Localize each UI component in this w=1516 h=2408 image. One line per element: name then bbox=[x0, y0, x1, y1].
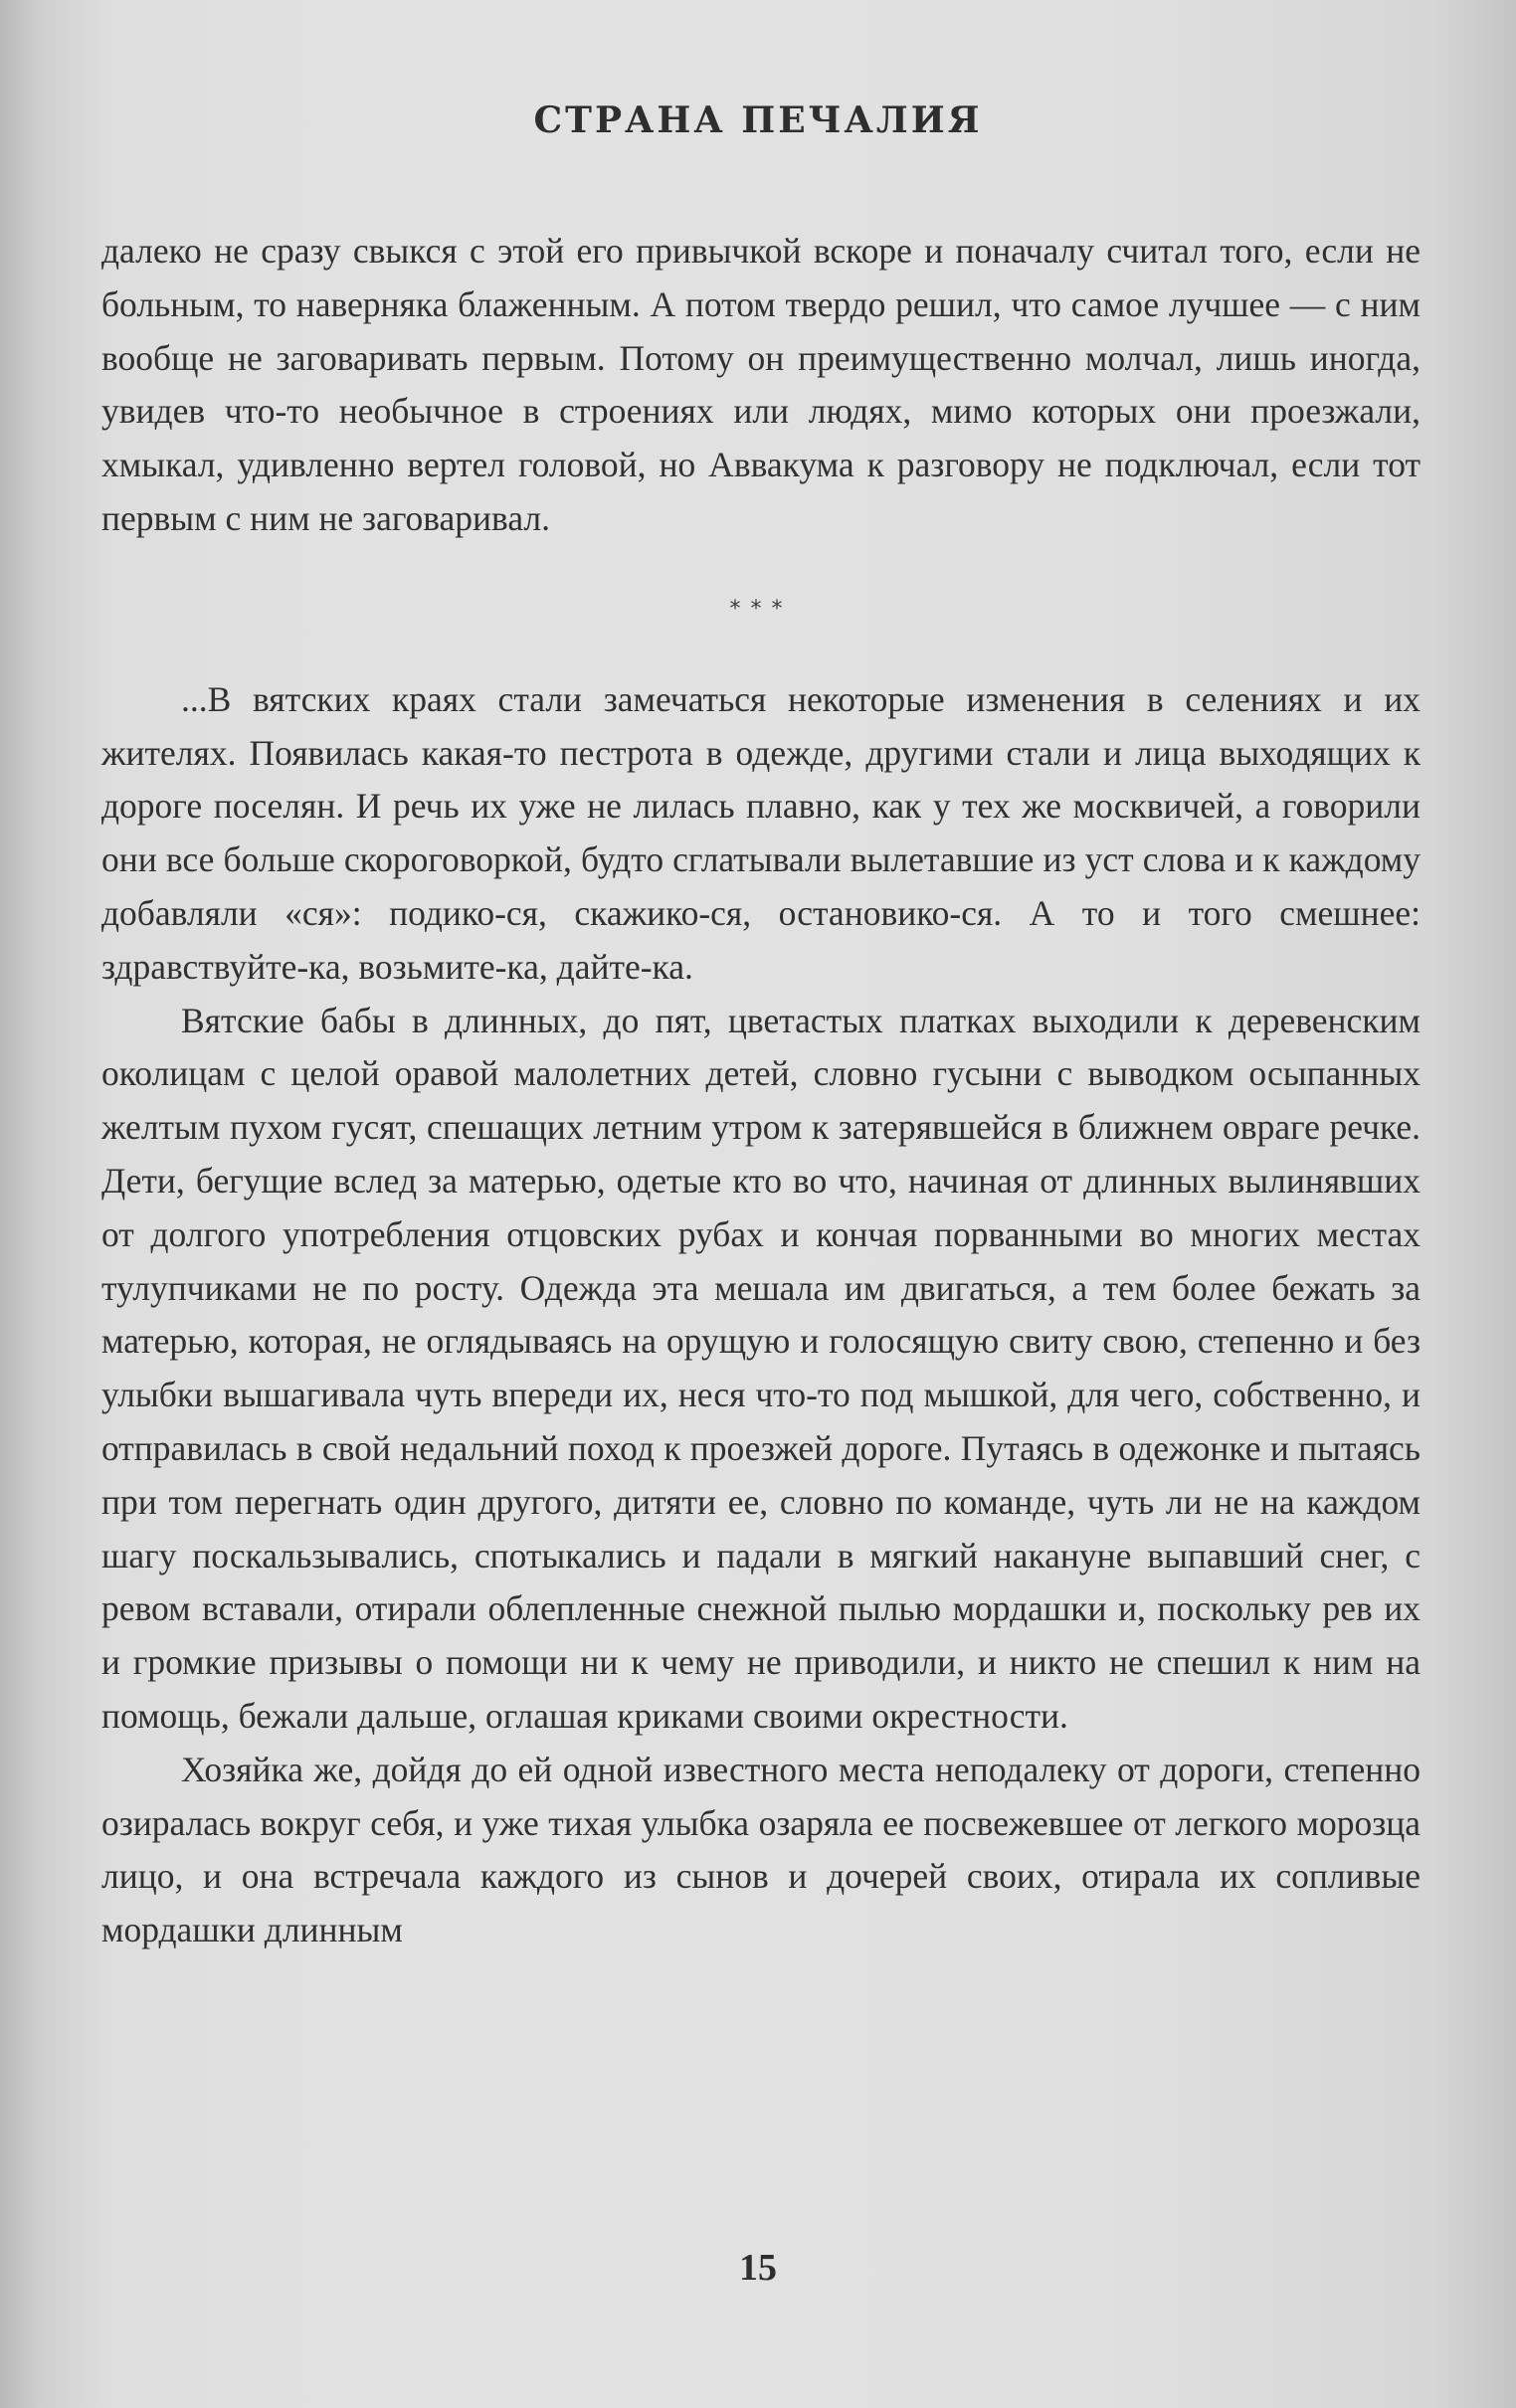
paragraph: далеко не сразу свыкся с этой его привычкой вскоре и поначалу считал того, если не больным, то наверняка блаженным. А потом твердо решил, что самое лучшее — с ним вообще не заговаривать первым. Потому он преимущественно молчал, лишь иногда, увидев что-то необычное в строениях или людях, мимо которых они проезжали, хмыкал, удивленно вертел головой, но Аввакума к разговору не подключал, если тот первым с ним не заговаривал. bbox=[101, 231, 1421, 538]
paragraph: ...В вятских краях стали замечаться некоторые изменения в селениях и их жителях. Появилась какая-то пестрота в одежде, другими стали и лица выходящих к дороге поселян. И речь их уже не лилась плавно, как у тех же москвичей, а говорили они все больше скороговоркой, будто сглатывали вылетавшие из уст слова и к каждому добавляли «ся»: подико-ся, скажико-ся, остановико-ся. А то и того смешнее: здравствуйте-ка, возьмите-ка, дайте-ка. bbox=[101, 678, 1421, 987]
running-title: СТРАНА ПЕЧАЛИЯ bbox=[533, 99, 983, 141]
page-text bbox=[101, 225, 1421, 1957]
section-separator: *** bbox=[729, 596, 793, 622]
paragraph: Хозяйка же, дойдя до ей одной известного места неподалеку от дороги, степенно озиралась вокруг себя, и уже тихая улыбка озаряла ее посвежевшее от легкого морозца лицо, и она встречала каждого из сынов и дочерей своих, отирала их сопливые мордашки длинным bbox=[101, 1749, 1421, 1950]
page-number: 15 bbox=[739, 2247, 777, 2289]
paragraph: Вятские бабы в длинных, до пят, цветастых платках выходили к деревенским околицам с целой оравой малолетних детей, словно гусыни с выводком осыпанных желтым пухом гусят, спешащих летним утром к затерявшейся в ближнем овраге речке. Дети, бегущие вслед за матерью, одетые кто во что, начиная от длинных вылинявших от долгого употребления отцовских рубах и кончая порванными во многих местах тулупчиками не по росту. Одежда эта мешала им двигаться, а тем более бежать за матерью, которая, не оглядываясь на орущую и голосящую свиту свою, степенно и без улыбки вышагивала чуть впереди их, неся что-то под мышкой, для чего, собственно, и отправилась в свой недальний поход к проезжей дороге. Путаясь в одежонке и пытаясь при том перегнать один другого, дитяти ее, словно по команде, чуть ли не на каждом шагу поскальзывались, спотыкались и падали в мягкий накануне выпавший снег, с ревом вставали, отирали облепленные снежной пылью мордашки и, поскольку рев их и громкие призывы о помощи ни к чему не приводили, и никто не спешил к ним на помощь, бежали дальше, оглашая криками своими окрестности. bbox=[101, 1000, 1421, 1736]
